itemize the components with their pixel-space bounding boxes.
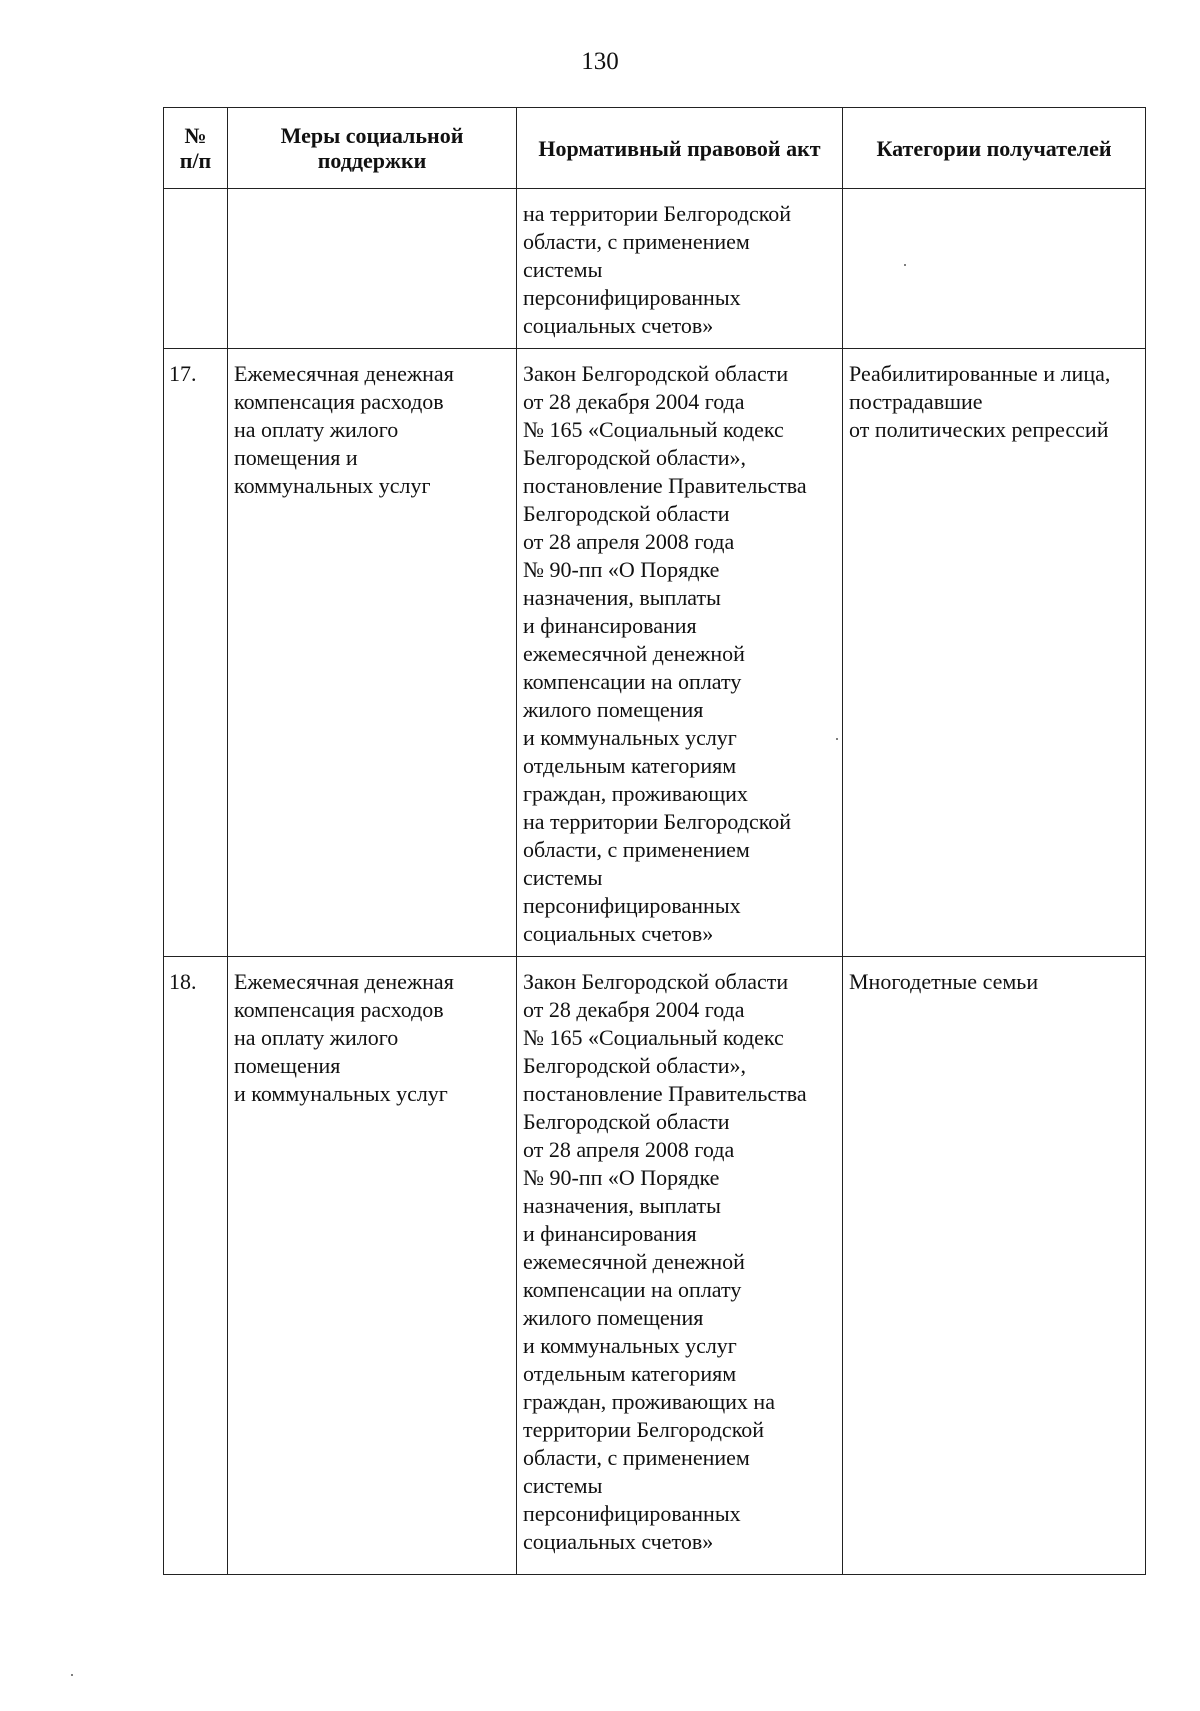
act-line: ежемесячной денежной (523, 641, 745, 666)
act-line: системы (523, 1473, 603, 1498)
header-line: Категории получателей (876, 135, 1112, 161)
measure-line: помещения и (234, 445, 358, 470)
act-line: постановление Правительства (523, 1081, 807, 1106)
row-number (164, 189, 228, 349)
header-legal-act (517, 108, 843, 189)
cell-act (517, 189, 843, 349)
act-line: № 165 «Социальный кодекс (523, 417, 784, 442)
act-line: компенсации на оплату (523, 1277, 742, 1302)
measure-line: компенсация расходов (234, 997, 444, 1022)
measure-line: и коммунальных услуг (234, 1081, 448, 1106)
cell-measure (228, 957, 517, 1575)
header-line: поддержки (317, 148, 427, 173)
recipients-line: от политических репрессий (849, 417, 1109, 442)
act-line: Белгородской области (523, 1109, 730, 1134)
act-line: и финансирования (523, 613, 697, 638)
recipients-line: Многодетные семьи (849, 969, 1039, 994)
act-line: социальных счетов» (523, 1529, 714, 1554)
measure-line: на оплату жилого (234, 417, 399, 442)
cell-act (517, 957, 843, 1575)
act-line: № 90-пп «О Порядке (523, 1165, 720, 1190)
header-measures (228, 108, 517, 189)
scan-speck (904, 264, 906, 266)
recipients-line: пострадавшие (849, 389, 983, 414)
act-line: жилого помещения (523, 1305, 704, 1330)
measure-line: Ежемесячная денежная (234, 969, 454, 994)
cell-recipients (843, 189, 1146, 349)
social-support-table (163, 107, 1146, 1575)
cell-act (517, 349, 843, 957)
table-header-row (164, 108, 1146, 189)
act-line: Белгородской области (523, 501, 730, 526)
act-line: области, с применением (523, 837, 750, 862)
act-line: назначения, выплаты (523, 585, 721, 610)
act-line: и коммунальных услуг (523, 1333, 737, 1358)
measure-line: компенсация расходов (234, 389, 444, 414)
header-line: № (184, 123, 207, 148)
cell-recipients (843, 957, 1146, 1575)
cell-measure (228, 349, 517, 957)
act-line: на территории Белгородской (523, 201, 792, 226)
measure-line: помещения (234, 1053, 341, 1078)
act-line: от 28 декабря 2004 года (523, 997, 745, 1022)
table-row (164, 349, 1146, 957)
cell-measure (228, 189, 517, 349)
measure-line: на оплату жилого (234, 1025, 399, 1050)
act-line: системы (523, 257, 603, 282)
act-line: отдельным категориям (523, 753, 737, 778)
act-line: Белгородской области», (523, 445, 747, 470)
act-line: области, с применением (523, 229, 750, 254)
act-line: персонифицированных (523, 893, 741, 918)
act-line: и коммунальных услуг (523, 725, 737, 750)
act-line: № 90-пп «О Порядке (523, 557, 720, 582)
act-line: Закон Белгородской области (523, 361, 789, 386)
act-line: ежемесячной денежной (523, 1249, 745, 1274)
act-line: отдельным категориям (523, 1361, 737, 1386)
act-line: компенсации на оплату (523, 669, 742, 694)
header-line: Нормативный правовой акт (538, 135, 821, 161)
act-line: Закон Белгородской области (523, 969, 789, 994)
act-line: социальных счетов» (523, 313, 714, 338)
act-line: постановление Правительства (523, 473, 807, 498)
act-line: от 28 апреля 2008 года (523, 1137, 735, 1162)
act-line: и финансирования (523, 1221, 697, 1246)
act-line: персонифицированных (523, 1501, 741, 1526)
row-number: 17. (164, 349, 228, 957)
table-row (164, 189, 1146, 349)
act-line: назначения, выплаты (523, 1193, 721, 1218)
act-line: Белгородской области», (523, 1053, 747, 1078)
act-line: области, с применением (523, 1445, 750, 1470)
measure-line: Ежемесячная денежная (234, 361, 454, 386)
page-number: 130 (581, 48, 619, 75)
act-line: от 28 апреля 2008 года (523, 529, 735, 554)
header-number (164, 108, 228, 189)
header-recipients (843, 108, 1146, 189)
act-line: территории Белгородской (523, 1417, 765, 1442)
measure-line: коммунальных услуг (234, 473, 431, 498)
scan-speck (71, 1674, 73, 1676)
act-line: социальных счетов» (523, 921, 714, 946)
header-line: п/п (179, 148, 212, 173)
table-row (164, 957, 1146, 1575)
recipients-line: Реабилитированные и лица, (849, 361, 1111, 386)
act-line: системы (523, 865, 603, 890)
act-line: № 165 «Социальный кодекс (523, 1025, 784, 1050)
act-line: персонифицированных (523, 285, 741, 310)
row-number: 18. (164, 957, 228, 1575)
act-line: граждан, проживающих (523, 781, 748, 806)
header-line: Меры социальной (280, 123, 464, 148)
act-line: граждан, проживающих на (523, 1389, 775, 1414)
act-line: от 28 декабря 2004 года (523, 389, 745, 414)
act-line: жилого помещения (523, 697, 704, 722)
cell-recipients (843, 349, 1146, 957)
scan-speck (836, 738, 838, 740)
act-line: на территории Белгородской (523, 809, 792, 834)
